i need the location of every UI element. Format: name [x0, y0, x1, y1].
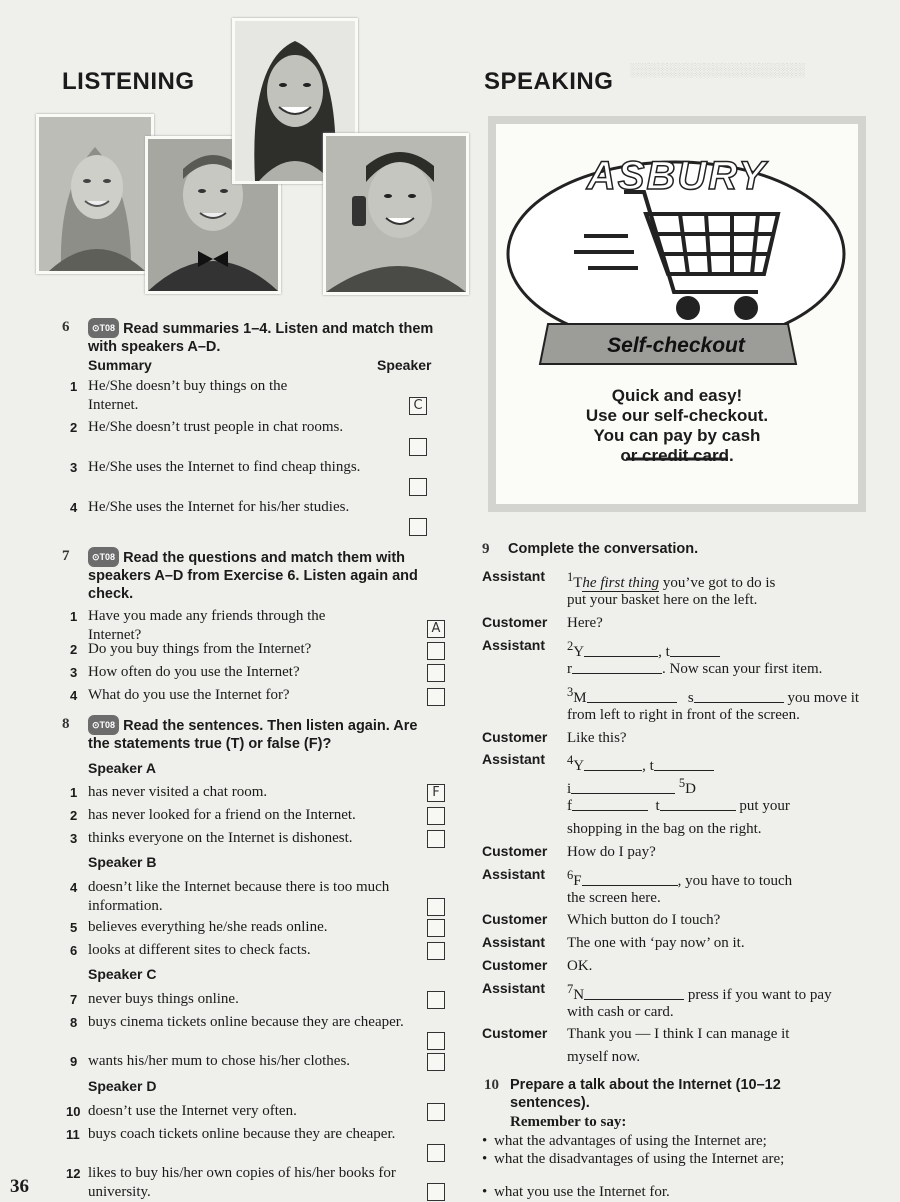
ex8-answer-box-10[interactable]: [427, 1103, 445, 1121]
talk-bullet-3: • what you use the Internet for.: [494, 1183, 854, 1202]
poster-tagline: Quick and easy! Use our self-checkout. You can pay by cash or credit card.: [585, 386, 769, 465]
audio-track-badge: ⊙T08: [88, 547, 119, 567]
ex6-item-1: 1 He/She doesn’t buy things on the Internet.: [70, 378, 288, 413]
ex6-answer-box-1[interactable]: C: [409, 397, 427, 415]
exercise-10-number: 10: [484, 1077, 499, 1093]
speaker-label-assistant: Assistant: [482, 866, 546, 882]
ex8-item-5: 5 believes everything he/she reads online.: [70, 919, 328, 935]
dialogue-line-a5: The one with ‘pay now’ on it.: [567, 935, 745, 951]
dialogue-line-4b: i $^5$D: [567, 776, 697, 797]
dialogue-line-c4: Which button do I touch?: [567, 912, 721, 928]
audio-track-badge: ⊙T08: [88, 318, 119, 338]
speaker-column-header: Speaker: [377, 357, 432, 373]
exercise-7-instruction: [62, 547, 443, 603]
dialogue-line-2b: r . Now scan your first item.: [567, 661, 823, 677]
dialogue-line-4d: shopping in the bag on the right.: [567, 821, 762, 837]
remember-label: Remember to say:: [510, 1114, 627, 1130]
bleed-through-text: ░░░░░░░░░░░░░░░░░░░: [630, 62, 805, 77]
ex6-item-4: 4 He/She uses the Internet for his/her studies.: [70, 499, 350, 515]
speaker-label-assistant: Assistant: [482, 568, 546, 584]
ex8-item-1: 1 has never visited a chat room.: [70, 784, 268, 800]
summary-column-header: Summary: [88, 357, 152, 373]
ex8-item-8: 8 buys cinema tickets online because they are cheaper.: [70, 1014, 404, 1030]
speaker-d-header: Speaker D: [88, 1078, 157, 1094]
ex8-item-7: 7 never buys things online.: [70, 991, 239, 1007]
ex8-item-2: 2 has never looked for a friend on the Internet.: [70, 807, 356, 823]
exercise-9-number: 9: [482, 541, 490, 557]
blank-7[interactable]: [584, 985, 684, 1000]
dialogue-line-c1: Here?: [567, 615, 603, 631]
speaker-label-assistant: Assistant: [482, 980, 546, 996]
ex8-answer-box-6[interactable]: [427, 942, 445, 960]
ex6-answer-box-4[interactable]: [409, 518, 427, 536]
ex6-item-2: 2 He/She doesn’t trust people in chat rooms.: [70, 419, 344, 435]
ex8-answer-box-3[interactable]: [427, 830, 445, 848]
photo-woman-blonde: [36, 114, 154, 274]
exercise-6-text: Read summaries 1–4. Listen and match them with speakers A–D.: [88, 321, 434, 355]
blank-3a[interactable]: [587, 688, 677, 703]
listening-title: LISTENING: [62, 68, 195, 95]
ex8-answer-box-5[interactable]: [427, 919, 445, 937]
ex6-answer-box-3[interactable]: [409, 478, 427, 496]
ex7-answer-box-3[interactable]: [427, 664, 445, 682]
dialogue-line-3b: from left to right in front of the screen.: [567, 707, 800, 723]
blank-4b[interactable]: [654, 756, 714, 771]
ex8-answer-box-7[interactable]: [427, 991, 445, 1009]
speaker-a-header: Speaker A: [88, 760, 156, 776]
blank-6[interactable]: [582, 871, 678, 886]
dialogue-line-4c: f t put your: [567, 798, 790, 814]
ex7-item-4: 4 What do you use the Internet for?: [70, 687, 290, 703]
dialogue-line-4: $^4$Y , t: [567, 749, 872, 778]
ex8-item-12: 12 likes to buy his/her own copies of his/her books for university.: [66, 1165, 396, 1200]
talk-bullet-1: • what the advantages of using the Internet are;: [494, 1132, 854, 1151]
ex6-item-3: 3 He/She uses the Internet to find cheap things.: [70, 459, 361, 475]
blank-3b[interactable]: [694, 688, 784, 703]
speaker-label-assistant: Assistant: [482, 751, 546, 767]
ex7-item-1: 1 Have you made any friends through the Internet?: [70, 608, 326, 643]
dialogue-line-c6: Thank you — I think I can manage it: [567, 1026, 790, 1042]
dialogue-line-1b: put your basket here on the left.: [567, 592, 758, 608]
ex8-answer-box-8[interactable]: [427, 1032, 445, 1050]
talk-bullet-2: • what the disadvantages of using the Internet are;: [494, 1150, 854, 1169]
speaker-label-customer: Customer: [482, 957, 548, 973]
speaker-label-assistant: Assistant: [482, 637, 546, 653]
ex7-item-3: 3 How often do you use the Internet?: [70, 664, 300, 680]
exercise-10-instruction: 10 Prepare a talk about the Internet (10–12 sentences).: [484, 1077, 781, 1111]
ex8-item-10: 10 doesn’t use the Internet very often.: [66, 1103, 297, 1119]
speaker-label-customer: Customer: [482, 843, 548, 859]
self-checkout-banner: Self-checkout: [607, 334, 745, 357]
exercise-8-text: Read the sentences. Then listen again. Are the statements true (T) or false (F)?: [88, 718, 418, 752]
speaker-label-assistant: Assistant: [482, 934, 546, 950]
speaker-b-header: Speaker B: [88, 854, 157, 870]
dialogue-line-c5: OK.: [567, 958, 593, 974]
dialogue-line-6b: the screen here.: [567, 890, 661, 906]
blank-2a[interactable]: [584, 642, 658, 657]
audio-track-badge: ⊙T08: [88, 715, 119, 735]
ex7-answer-box-2[interactable]: [427, 642, 445, 660]
speaker-label-customer: Customer: [482, 729, 548, 745]
brand-logo: ASBURY: [586, 154, 768, 198]
ex7-answer-box-4[interactable]: [427, 688, 445, 706]
blank-2c[interactable]: [572, 659, 662, 674]
exercise-7-text: Read the questions and match them with speakers A–D from Exercise 6. Listen again and check.: [88, 550, 418, 602]
blank-4c[interactable]: [571, 779, 675, 794]
ex7-item-2: 2 Do you buy things from the Internet?: [70, 641, 312, 657]
speaker-label-customer: Customer: [482, 911, 548, 927]
dialogue-line-c3: How do I pay?: [567, 844, 656, 860]
ex8-answer-box-11[interactable]: [427, 1144, 445, 1162]
photo-boy-phone: [323, 133, 469, 295]
ex8-item-3: 3 thinks everyone on the Internet is dishonest.: [70, 830, 353, 846]
speaker-label-customer: Customer: [482, 614, 548, 630]
dialogue-line-2: $^2$Y , t: [567, 635, 872, 664]
speaking-title: SPEAKING: [484, 68, 614, 95]
dialogue-line-1: $^1$The first thing you’ve got to do is: [567, 570, 776, 591]
page-number: 36: [10, 1176, 29, 1197]
ex8-answer-box-12[interactable]: [427, 1183, 445, 1201]
ex7-answer-box-1[interactable]: A: [427, 620, 445, 638]
ex8-answer-box-1[interactable]: F: [427, 784, 445, 802]
exercise-6-number: 6: [62, 319, 70, 335]
handwritten-answer: he first thing: [582, 575, 660, 591]
blank-4d[interactable]: [572, 796, 648, 811]
ex8-answer-box-2[interactable]: [427, 807, 445, 825]
ex8-item-11: 11 buys coach tickets online because they are cheaper.: [66, 1126, 396, 1142]
exercise-6-instruction: [62, 318, 440, 356]
ex8-answer-box-4[interactable]: [427, 898, 445, 916]
blank-4e[interactable]: [660, 796, 736, 811]
dialogue-line-c6b: myself now.: [567, 1049, 641, 1065]
dialogue-line-c2: Like this?: [567, 730, 627, 746]
speaker-label-customer: Customer: [482, 1025, 548, 1041]
exercise-9-instruction: 9 Complete the conversation.: [482, 541, 699, 557]
ex6-answer-box-2[interactable]: [409, 438, 427, 456]
asbury-poster: [488, 116, 866, 512]
dialogue-line-6: $^6$F , you have to touch: [567, 868, 793, 889]
exercise-8-number: 8: [62, 716, 70, 732]
dialogue-line-7b: with cash or card.: [567, 1004, 674, 1020]
dialogue-line-3: $^3$M s you move it: [567, 685, 860, 706]
exercise-7-number: 7: [62, 548, 70, 564]
ex8-item-6: 6 looks at different sites to check facts.: [70, 942, 311, 958]
blank-4a[interactable]: [584, 756, 642, 771]
ex8-answer-box-9[interactable]: [427, 1053, 445, 1071]
blank-2b[interactable]: [670, 642, 720, 657]
exercise-8-instruction: [62, 715, 443, 753]
dialogue-line-7: $^7$N press if you want to pay: [567, 982, 832, 1003]
ex8-item-4: 4 doesn’t like the Internet because there is too much information.: [70, 879, 390, 914]
ex8-item-9: 9 wants his/her mum to chose his/her clothes.: [70, 1053, 351, 1069]
speaker-c-header: Speaker C: [88, 966, 157, 982]
